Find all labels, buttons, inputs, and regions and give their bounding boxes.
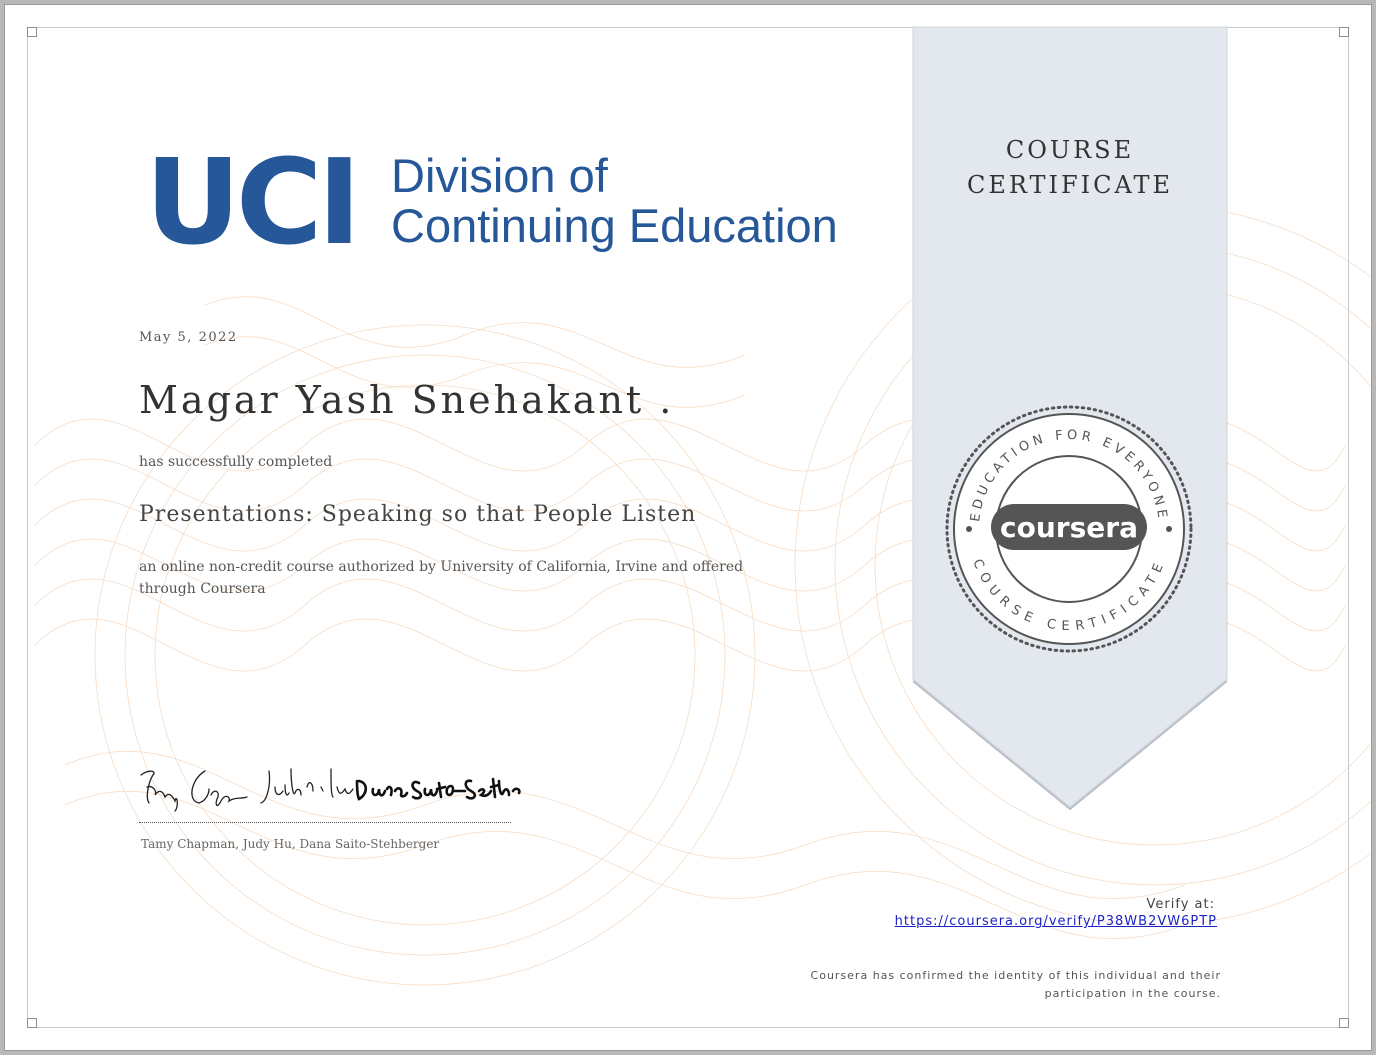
seal-brand: coursera [1000, 511, 1138, 544]
certificate-page [4, 4, 1372, 1051]
ribbon-title-line1: COURSE [1005, 136, 1135, 164]
instructor-signatures [135, 757, 525, 817]
identity-confirmation: Coursera has confirmed the identity of this individual and their participation in the course. [810, 969, 1221, 1000]
signer-names: Tamy Chapman, Judy Hu, Dana Saito-Stehberger [141, 837, 440, 851]
verify-link[interactable]: https://coursera.org/verify/P38WB2VW6PTP [894, 914, 1217, 929]
completion-statement: has successfully completed [139, 454, 333, 470]
ribbon-title [913, 133, 1227, 203]
ribbon-title-line2: CERTIFICATE [966, 171, 1174, 199]
seal-bottom-text: COURSE CERTIFICATE [969, 556, 1169, 634]
uci-logo-line1: Division of [391, 149, 608, 202]
uci-logo-line2: Continuing Education [391, 199, 838, 252]
signature-line [139, 822, 511, 823]
course-description: an online non-credit course authorized by University of California, Irvine and offered through Coursera [139, 559, 744, 597]
recipient-name: Magar Yash Snehakant . [139, 378, 675, 422]
uci-logo-division [391, 151, 838, 251]
certificate-date: May 5, 2022 [139, 330, 238, 345]
course-title: Presentations: Speaking so that People Listen [139, 502, 697, 527]
uci-logo-acronym: UCI [145, 133, 357, 271]
seal-top-text: EDUCATION FOR EVERYONE [968, 427, 1170, 523]
verify-label: Verify at: [1146, 897, 1215, 912]
coursera-seal [941, 401, 1197, 657]
